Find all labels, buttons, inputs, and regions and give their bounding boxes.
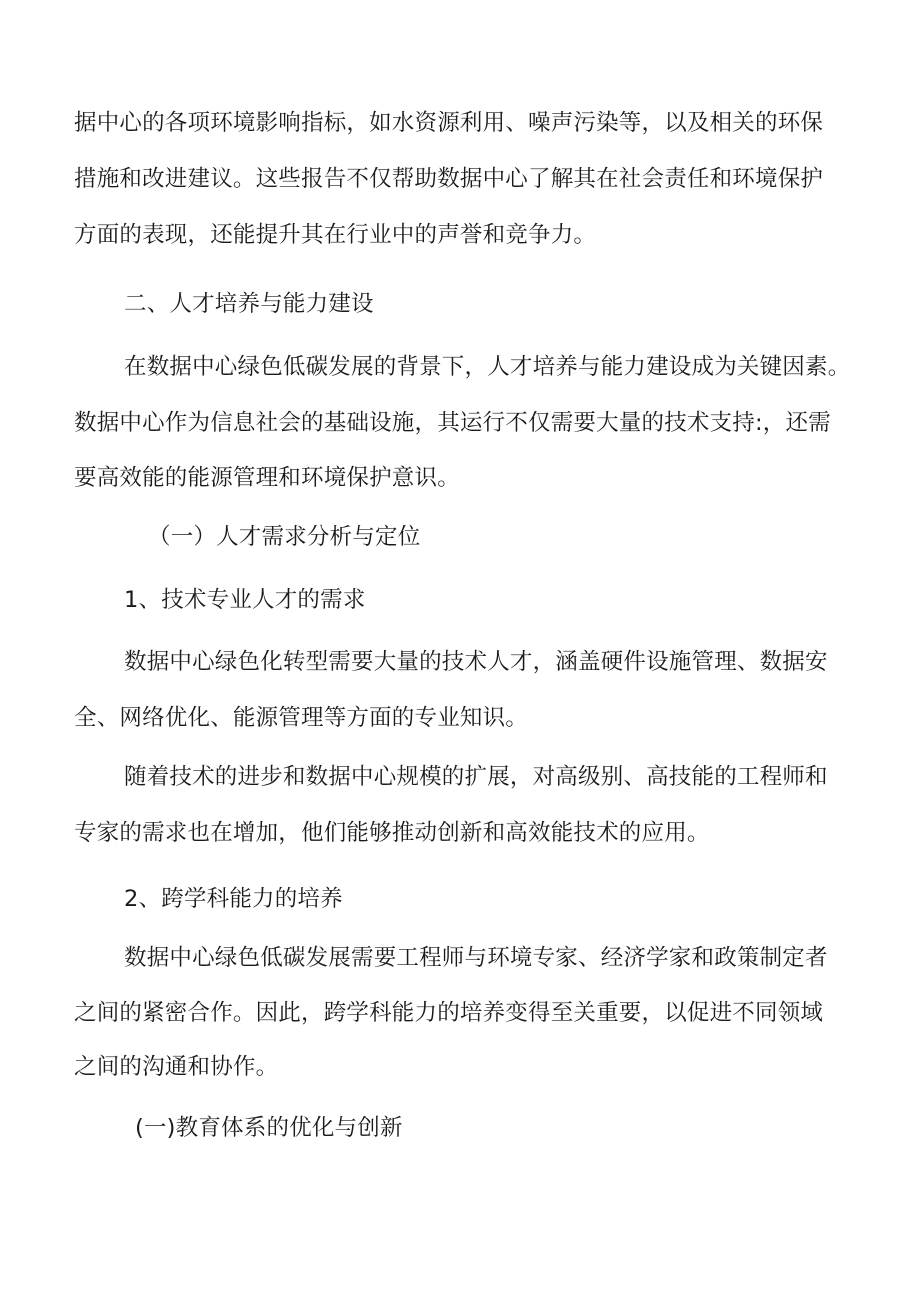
item-heading: 1、技术专业人才的需求: [124, 587, 366, 613]
paragraph-line: 专家的需求也在增加，他们能够推动创新和高效能技术的应用。: [74, 820, 710, 846]
paragraph-line: 要高效能的能源管理和环境保护意识。: [74, 465, 460, 491]
item-heading: 2、跨学科能力的培养: [124, 886, 343, 912]
paragraph-line: 之间的沟通和协作。: [74, 1054, 279, 1080]
paragraph-line: 之间的紧密合作。因此，跨学科能力的培养变得至关重要，以促进不同领域: [74, 1000, 824, 1026]
paragraph-line: 随着技术的进步和数据中心规模的扩展，对高级别、高技能的工程师和: [124, 764, 828, 790]
subsection-heading: （一）人才需求分析与定位: [148, 524, 421, 550]
subsection-heading: (一)教育体系的优化与创新: [135, 1115, 403, 1141]
paragraph-line: 数据中心作为信息社会的基础设施，其运行不仅需要大量的技术支持:，还需: [74, 410, 831, 436]
paragraph-line: 措施和改进建议。这些报告不仅帮助数据中心了解其在社会责任和环境保护: [74, 166, 824, 192]
paragraph-line: 数据中心绿色化转型需要大量的技术人才，涵盖硬件设施管理、数据安: [124, 649, 828, 675]
section-heading: 二、人才培养与能力建设: [124, 291, 374, 317]
paragraph-line: 方面的表现，还能提升其在行业中的声誉和竞争力。: [74, 222, 597, 248]
paragraph-line: 数据中心绿色低碳发展需要工程师与环境专家、经济学家和政策制定者: [124, 945, 828, 971]
paragraph-line: 在数据中心绿色低碳发展的背景下，人才培养与能力建设成为关键因素。: [124, 354, 851, 380]
paragraph-line: 全、网络优化、能源管理等方面的专业知识。: [74, 705, 529, 731]
paragraph-line: 据中心的各项环境影响指标，如水资源利用、噪声污染等，以及相关的环保: [74, 110, 824, 136]
